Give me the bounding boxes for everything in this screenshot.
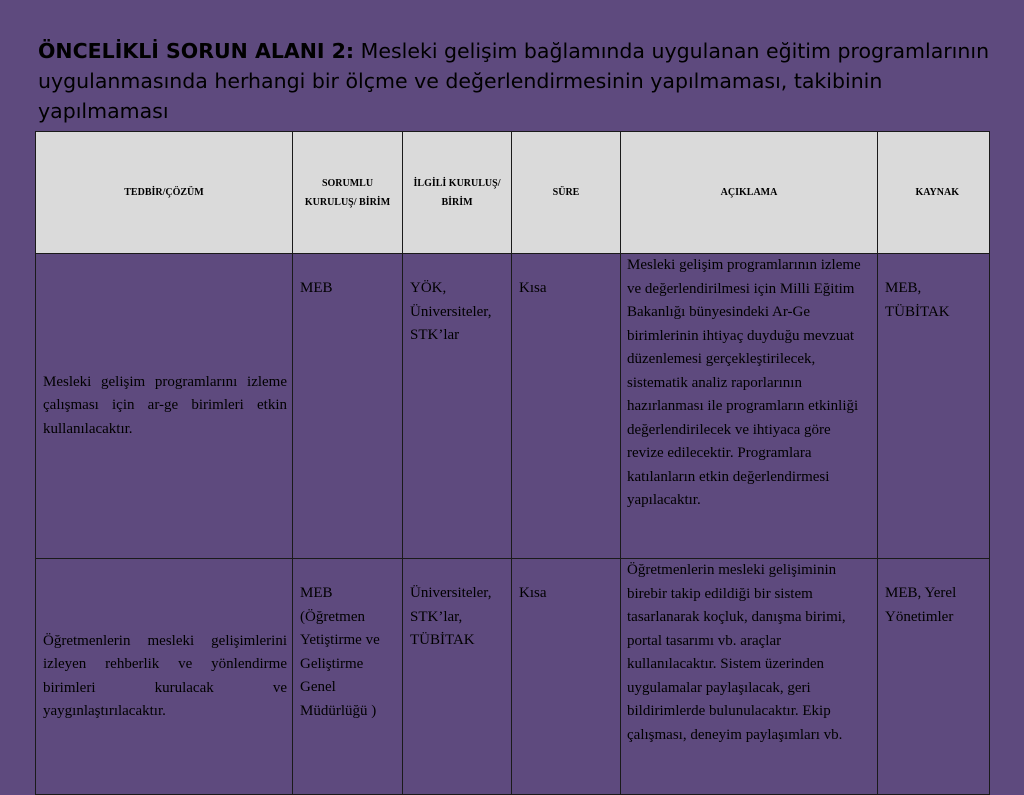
slide-title-rest: Mesleki gelişim bağlamında uygulanan eğitim programlarının uygulanmasında herhangi bir ölçme ve değerlendirmesinin yapılmaması, takibinin yapılmaması	[38, 39, 990, 123]
action-plan-table	[35, 131, 990, 795]
cell-tedbir: Mesleki gelişim programlarını izleme çalışması için ar-ge birimleri etkin kullanılacaktır.	[36, 254, 293, 559]
cell-kaynak: MEB, Yerel Yönetimler	[878, 559, 990, 795]
table-header-row	[36, 132, 990, 254]
header-kaynak: KAYNAK	[878, 132, 990, 254]
cell-sorumlu: MEB	[293, 254, 403, 559]
cell-tedbir: Öğretmenlerin mesleki gelişimlerini izleyen rehberlik ve yönlendirme birimleri kurulacak ve yaygınlaştırılacaktır.	[36, 559, 293, 795]
cell-aciklama: Öğretmenlerin mesleki gelişiminin birebir takip edildiği bir sistem tasarlanarak koçluk, danışma birimi, portal tasarımı vb. araçlar kullanılacaktır. Sistem üzerinden uygulamalar paylaşılacak, geri bildirimlerde bulunulacaktır. Ekip çalışması, deneyim paylaşımları vb.	[621, 559, 878, 795]
header-sure: SÜRE	[512, 132, 621, 254]
table-row	[36, 254, 990, 559]
slide-title	[38, 36, 998, 126]
slide-title-bold: ÖNCELİKLİ SORUN ALANI 2:	[38, 39, 355, 63]
cell-ilgili: YÖK, Üniversiteler, STK’lar	[403, 254, 512, 559]
header-sorumlu: SORUMLU KURULUŞ/ BİRİM	[293, 132, 403, 254]
table-row	[36, 559, 990, 795]
cell-ilgili: Üniversiteler, STK’lar, TÜBİTAK	[403, 559, 512, 795]
cell-kaynak: MEB, TÜBİTAK	[878, 254, 990, 559]
cell-aciklama: Mesleki gelişim programlarının izleme ve değerlendirilmesi için Milli Eğitim Bakanlığı bünyesindeki Ar-Ge birimlerinin ihtiyaç duyduğu mevzuat düzenlemesi gerçekleştirilecek, sistematik analiz raporlarının hazırlanması ile programların etkinliği değerlendirilecek ve ihtiyaca göre revize edilecektir. Programlara katılanların etkin değerlendirmesi yapılacaktır.	[621, 254, 878, 559]
header-ilgili: İLGİLİ KURULUŞ/ BİRİM	[403, 132, 512, 254]
cell-sure: Kısa	[512, 254, 621, 559]
cell-sure: Kısa	[512, 559, 621, 795]
header-tedbir: TEDBİR/ÇÖZÜM	[36, 132, 293, 254]
cell-sorumlu: MEB (Öğretmen Yetiştirme ve Geliştirme Genel Müdürlüğü )	[293, 559, 403, 795]
header-aciklama: AÇIKLAMA	[621, 132, 878, 254]
